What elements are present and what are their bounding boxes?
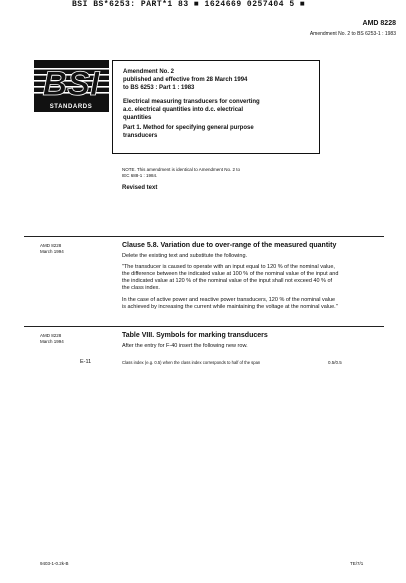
section2-margin-date: March 1994 — [40, 339, 64, 344]
footer-committee: TE/7/1 — [350, 561, 364, 566]
amendment-reference: Amendment No. 2 to BS 6253-1 : 1983 — [309, 31, 396, 37]
amendment-id: AMD 8228 — [362, 20, 396, 27]
section1-para2-line1: In the case of active power and reactive power transducers, 120 % of the nominal value — [122, 297, 336, 303]
table-row-code: E-11 — [80, 359, 92, 365]
section2-heading: Table VIII. Symbols for marking transducers — [122, 332, 268, 339]
section1-para1-line3: the indicated value at 120 % of the nominal value of the input shall not exceed 40 % of — [122, 278, 333, 284]
table-row-value: 0.5/0.5 — [328, 360, 342, 365]
amendment-number: Amendment No. 2 — [123, 69, 175, 75]
note-line-1: NOTE. This amendment is identical to Amendment No. 2 to — [122, 167, 240, 172]
header-strip: BSI BS*6253: PART*1 83 ■ 1624669 0257404 5 ■ — [72, 0, 306, 9]
section2-instruction: After the entry for F-40 insert the following new row. — [122, 343, 248, 349]
section1-para1-line2: the difference between the indicated value at 100 % of the nominal value of the input and — [122, 271, 339, 277]
bsi-logo — [34, 60, 109, 112]
title-line-4: Part 1. Method for specifying general purpose — [123, 125, 254, 131]
section1-instruction: Delete the existing text and substitute the following. — [122, 253, 248, 259]
publication-date: published and effective from 28 March 1994 — [123, 77, 248, 83]
title-line-3: quantities — [123, 115, 152, 121]
table-row-text: Class index (e.g. 0.5) when the class index corresponds to half of the span — [122, 360, 261, 365]
section1-margin-amd: AMD 8228 — [40, 243, 62, 248]
logo-caption: STANDARDS — [49, 104, 93, 110]
footer-code: 9403-1-0.2k-B — [40, 561, 69, 566]
divider-2 — [24, 326, 384, 327]
title-box — [112, 60, 320, 154]
section1-heading: Clause 5.8. Variation due to over-range of the measured quantity — [122, 242, 337, 249]
section2-margin-amd: AMD 8228 — [40, 333, 62, 338]
section1-para1-line4: the class index. — [122, 285, 160, 291]
standard-ref: to BS 6253 : Part 1 : 1983 — [123, 85, 195, 91]
section1-margin-date: March 1994 — [40, 249, 64, 254]
section1-para1-line1: "The transducer is caused to operate with an input equal to 120 % of the nominal value, — [122, 264, 335, 270]
title-line-2: a.c. electrical quantities into d.c. electrical — [123, 107, 244, 113]
logo-letters: BSI — [42, 65, 100, 103]
title-line-5: transducers — [123, 133, 158, 139]
section1-para2-line2: is achieved by increasing the current while maintaining the voltage at the nominal value." — [122, 304, 338, 310]
title-line-1: Electrical measuring transducers for converting — [123, 99, 260, 105]
note-line-2: IEC 688-1 : 1984. — [122, 173, 158, 178]
revised-text-label: Revised text — [122, 185, 158, 191]
divider-1 — [24, 236, 384, 237]
